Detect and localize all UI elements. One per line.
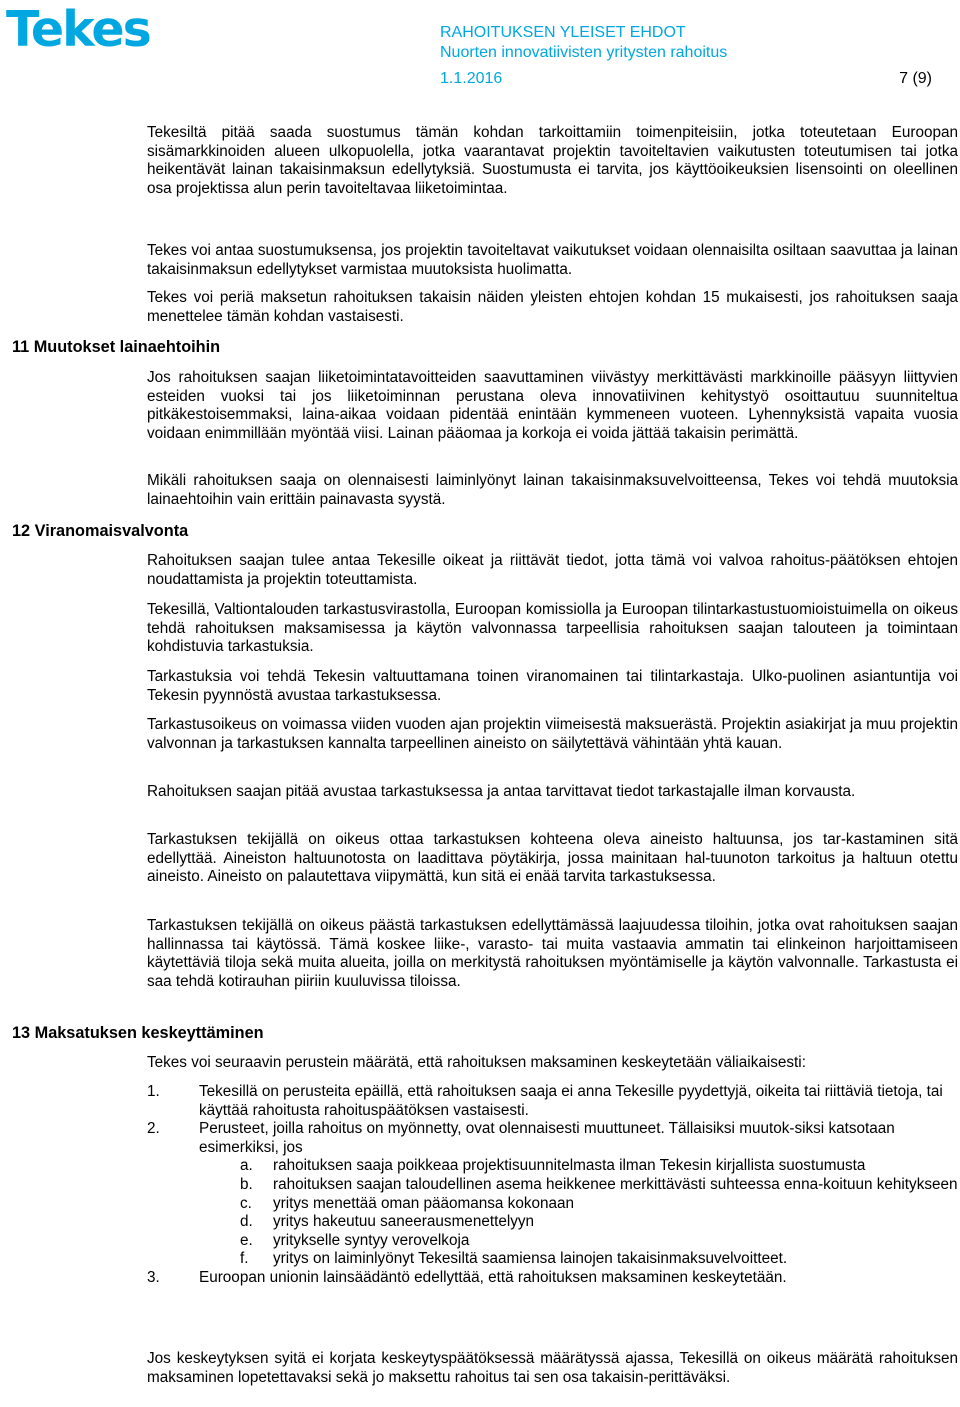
paragraph: Tekes voi seuraavin perustein määrätä, että rahoituksen maksaminen keskeytetään väliaikaisesti: bbox=[147, 1054, 806, 1071]
paragraph: Tarkastusoikeus on voimassa viiden vuoden ajan projektin viimeisestä maksuerästä. Projektin asiakirjat ja muu projektin valvonnan ja tarkastuksen kannalta tarpeellinen aineisto on säilytettävä vähintään yhtä kauan. bbox=[147, 716, 958, 752]
list-item: 3. Euroopan unionin lainsäädäntö edellyttää, että rahoituksen maksaminen keskeytetään. bbox=[147, 1268, 787, 1286]
document-subtitle: Nuorten innovatiivisten yritysten rahoitus bbox=[440, 44, 728, 61]
sub-list-item: e. yritykselle syntyy verovelkoja bbox=[240, 1231, 470, 1249]
suspension-grounds-list bbox=[147, 1083, 958, 1288]
paragraph: Tarkastuksia voi tehdä Tekesin valtuuttamana toinen viranomainen tai tilintarkastaja. Ulko-puolinen asiantuntija voi Tekesin pyynnöstä avustaa tarkastuksessa. bbox=[147, 668, 958, 704]
section-heading-11: 11 Muutokset lainaehtoihin bbox=[12, 338, 221, 356]
section-heading-13: 13 Maksatuksen keskeyttäminen bbox=[12, 1024, 264, 1042]
paragraph: Tekes voi periä maksetun rahoituksen takaisin näiden yleisten ehtojen kohdan 15 mukaisesti, jos rahoituksen saaja menettelee tämän kohdan vastaisesti. bbox=[147, 289, 958, 325]
paragraph: Rahoituksen saajan pitää avustaa tarkastuksessa ja antaa tarvittavat tiedot tarkastajalle ilman korvausta. bbox=[147, 783, 856, 800]
sub-list-item: b. rahoituksen saajan taloudellinen asema heikkenee merkittävästi suhteessa enna-koituun kehitykseen bbox=[240, 1175, 958, 1193]
sub-list-item: a. rahoituksen saaja poikkeaa projektisuunnitelmasta ilman Tekesin kirjallista suostumusta bbox=[240, 1157, 866, 1175]
paragraph: Tekesillä, Valtiontalouden tarkastusvirastolla, Euroopan komissiolla ja Euroopan tilintarkastustuomioistuimella on oikeus tehdä rahoituksen maksamisessa ja käytön valvonnassa tarpeellisia rahoituksen saajan talouteen ja toimintaan kohdistuvia tarkastuksia. bbox=[147, 601, 958, 656]
paragraph: Tekes voi antaa suostumuksensa, jos projektin tavoiteltavat vaikutukset voidaan olennaisilta osiltaan saavuttaa ja lainan takaisinmaksun edellytykset varmistaa muutoksista huolimatta. bbox=[147, 242, 958, 278]
paragraph: Tarkastuksen tekijällä on oikeus ottaa tarkastuksen kohteena oleva aineisto haltuunsa, jos tar-kastaminen sitä edellyttää. Aineiston haltuunotosta on laadittava pöytäkirja, jossa mainitaan hal-tuunoton tarkoitus ja haltuun otettu aineisto. Aineisto on palautettava viipymättä, kun sitä ei enää tarvita tarkastuksessa. bbox=[147, 831, 958, 886]
paragraph: Tarkastuksen tekijällä on oikeus päästä tarkastuksen edellyttämässä laajuudessa tiloihin, jotka ovat rahoituksen saajan hallinnassa tai käytössä. Tämä koskee liike-, varasto- tai muita vastaavia ammatin tai elinkeinon harjoittamiseen käytettäviä tiloja sekä muita alueita, joilla on merkitystä rahoituksen myöntämiselle ja käytön valvonnalle. Tarkastusta ei saa tehdä kotirauhan piiriin kuuluvissa tiloissa. bbox=[147, 917, 958, 990]
paragraph: Rahoituksen saajan tulee antaa Tekesille oikeat ja riittävät tiedot, jotta tämä voi valvoa rahoitus-päätöksen ehtojen noudattamista ja projektin toteuttamista. bbox=[147, 552, 958, 588]
paragraph: Jos keskeytyksen syitä ei korjata keskeytyspäätöksessä määrätyssä ajassa, Tekesillä on oikeus määrätä rahoituksen maksaminen lopetettavaksi sekä jo maksettu rahoitus tai sen osa takaisin-perittäväksi. bbox=[147, 1350, 958, 1386]
page-number: 7 (9) bbox=[899, 70, 932, 87]
list-item: 1. Tekesillä on perusteita epäillä, että rahoituksen saaja ei anna Tekesille pyydettyjä, oikeita tai riittäviä tietoja, tai käyttää rahoitusta rahoituspäätöksen vastaisesti. bbox=[147, 1083, 943, 1119]
sub-list-item: d. yritys hakeutuu saneerausmenettelyyn bbox=[240, 1213, 535, 1231]
document-title: RAHOITUKSEN YLEISET EHDOT bbox=[440, 24, 686, 41]
paragraph: Tekesiltä pitää saada suostumus tämän kohdan tarkoittamiin toimenpiteisiin, jotka toteutetaan Euroopan sisämarkkinoiden alueen ulkopuolella, jotka vaarantavat projektin tavoiteltavien vaikutusten toteutumisen tai jotka heikentävät lainan takaisinmaksun edellytyksiä. Suostumusta ei tarvita, jos käyttöoikeuksien lisensointi on oleellinen osa projektissa alun perin tavoiteltavaa liiketoimintaa. bbox=[147, 124, 958, 197]
paragraph: Jos rahoituksen saajan liiketoimintatavoitteiden saavuttaminen viivästyy merkittävästi markkinoille pääsyyn liittyvien esteiden vuoksi tai jos liiketoiminnan perustana oleva innovatiivinen kehitystyö osoittautuu suunniteltua pitkäkestoisemmaksi, laina-aikaa voidaan pidentää enintään kymmeneen vuoteen. Lyhennyksistä vapaita vuosia voidaan enimmillään myöntää viisi. Lainan pääomaa ja korkoja ei voida jättää takaisin perimättä. bbox=[147, 369, 958, 442]
sub-list-item: c. yritys menettää oman pääomansa kokonaan bbox=[240, 1194, 575, 1212]
tekes-logo: Tekes bbox=[6, 1, 150, 58]
section-heading-12: 12 Viranomaisvalvonta bbox=[12, 522, 189, 540]
paragraph: Mikäli rahoituksen saaja on olennaisesti laiminlyönyt lainan takaisinmaksuvelvoitteensa, Tekes voi tehdä muutoksia lainaehtoihin vain erittäin painavasta syystä. bbox=[147, 472, 958, 508]
sub-list-item: f. yritys on laiminlyönyt Tekesiltä saamiensa lainojen takaisinmaksuvelvoitteet. bbox=[240, 1250, 788, 1268]
document-date: 1.1.2016 bbox=[440, 70, 503, 87]
list-item: 2. Perusteet, joilla rahoitus on myönnetty, ovat olennaisesti muuttuneet. Tällaisiksi muutok-siksi katsotaan esimerkiksi, jos bbox=[147, 1120, 895, 1156]
